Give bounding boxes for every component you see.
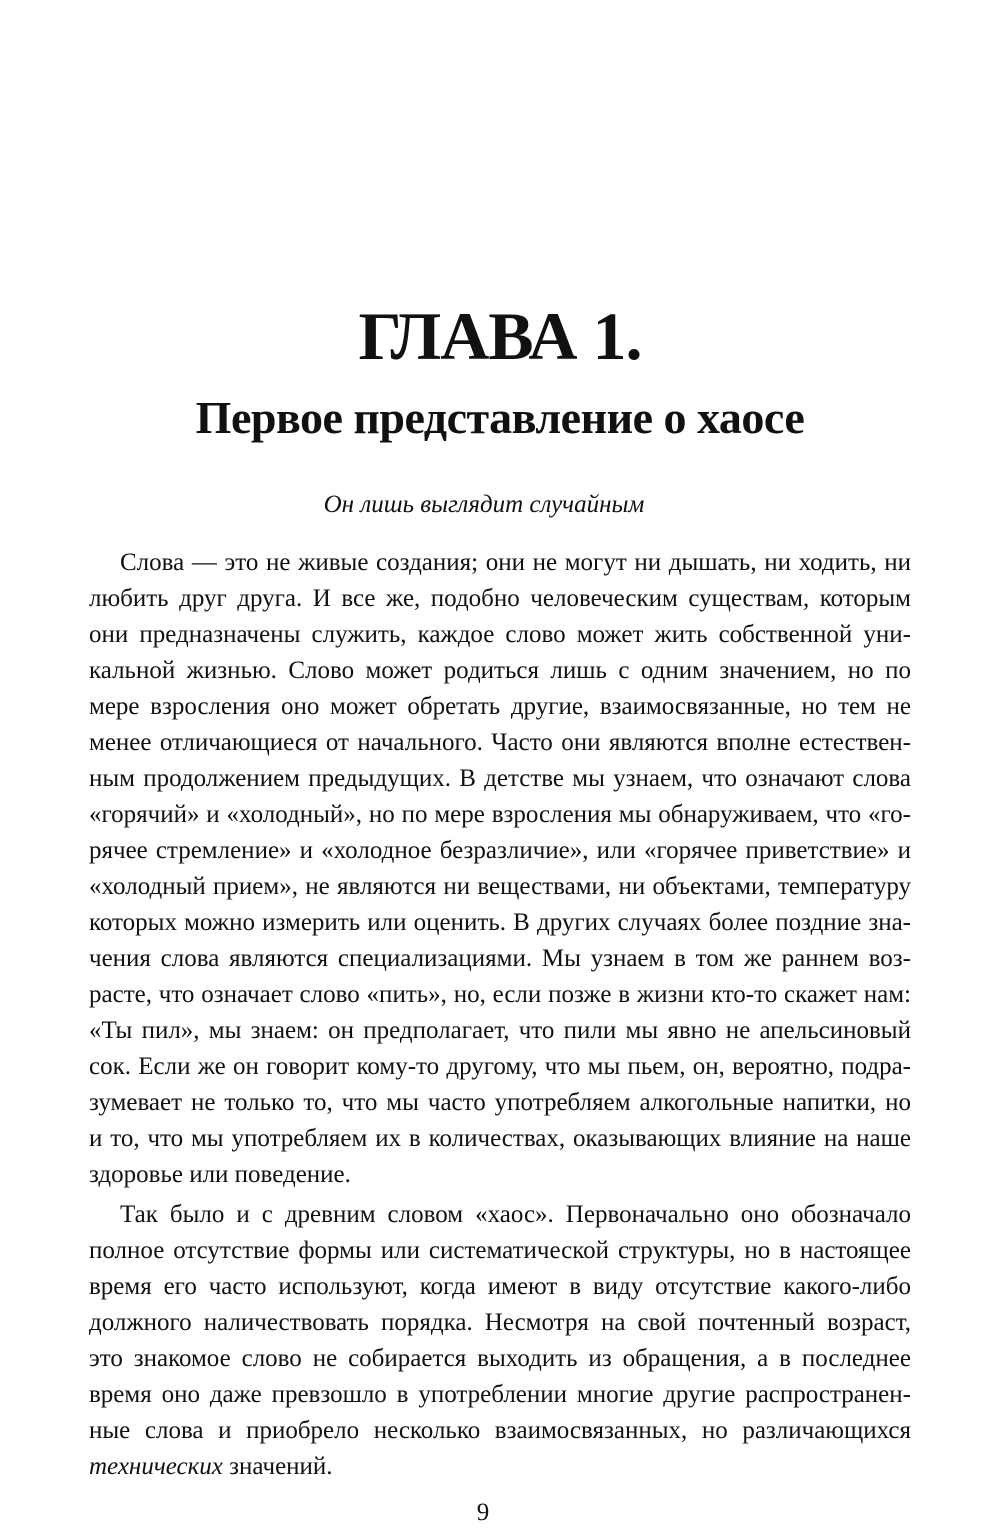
text-line: и то, что мы употребляем их в количествах, оказывающих влияние на наше — [89, 1125, 911, 1152]
text-line: зумевает не только то, что мы часто употребляем алкогольные напитки, но — [89, 1089, 911, 1116]
chapter-number: ГЛАВА 1. — [358, 298, 642, 374]
text-line: ные слова и приобрело несколько взаимосвязанных, но различающихся — [89, 1417, 911, 1444]
text-line: «горячий» и «холодный», но по мере взросления мы обнаруживаем, что «го- — [89, 801, 911, 828]
text-line: время его часто используют, когда имеют в виду отсутствие какого-либо — [89, 1273, 911, 1300]
text-line: расте, что означает слово «пить», но, если позже в жизни кто-то скажет нам: — [89, 981, 911, 1008]
text-line: они предназначены служить, каждое слово может жить собственной уни- — [89, 621, 911, 648]
text-line: «Ты пил», мы знаем: он предполагает, что пили мы явно не апельсиновый — [89, 1017, 911, 1044]
text-line: полное отсутствие формы или систематической структуры, но в настоящее — [89, 1237, 911, 1264]
text-line-rest: значений. — [222, 1453, 333, 1480]
text-line: которых можно измерить или оценить. В других случаях более поздние зна- — [89, 909, 911, 936]
text-line: рячее стремление» и «холодное безразличие», или «горячее приветствие» и — [89, 837, 911, 864]
text-line: ным продолжением предыдущих. В детстве мы узнаем, что означают слова — [89, 765, 911, 792]
page-number: 9 — [476, 1499, 490, 1526]
emphasized-word: технических — [89, 1453, 223, 1480]
text-line: чения слова являются специализациями. Мы узнаем в том же раннем воз- — [89, 945, 911, 972]
text-line: любить друг друга. И все же, подобно человеческим существам, которым — [89, 585, 911, 612]
text-line: время оно даже превзошло в употреблении многие другие распространен- — [89, 1381, 911, 1408]
text-line-last — [89, 1451, 911, 1483]
chapter-title: Первое представление о хаосе — [195, 392, 805, 443]
text-line: кальной жизнью. Слово может родиться лишь с одним значением, но по — [89, 657, 911, 684]
text-line: сок. Если же он говорит кому-то другому, что мы пьем, он, вероятно, подра- — [89, 1053, 911, 1080]
text-line: «холодный прием», не являются ни веществами, ни объектами, температуру — [89, 873, 911, 900]
text-line: Так было и с древним словом «хаос». Первоначально оно обозначало — [120, 1201, 911, 1228]
text-line: здоровье или поведение. — [89, 1161, 351, 1188]
text-line: Слова — это не живые создания; они не могут ни дышать, ни ходить, ни — [120, 549, 911, 576]
epigraph: Он лишь выглядит случайным — [323, 491, 645, 518]
text-line: менее отличающиеся от начального. Часто они являются вполне естествен- — [89, 729, 911, 756]
text-line: должного наличествовать порядка. Несмотря на свой почтенный возраст, — [89, 1309, 911, 1336]
text-line: это знакомое слово не собирается выходить из обращения, а в последнее — [89, 1345, 911, 1372]
text-line: мере взросления оно может обретать другие, взаимосвязанные, но тем не — [89, 693, 911, 720]
